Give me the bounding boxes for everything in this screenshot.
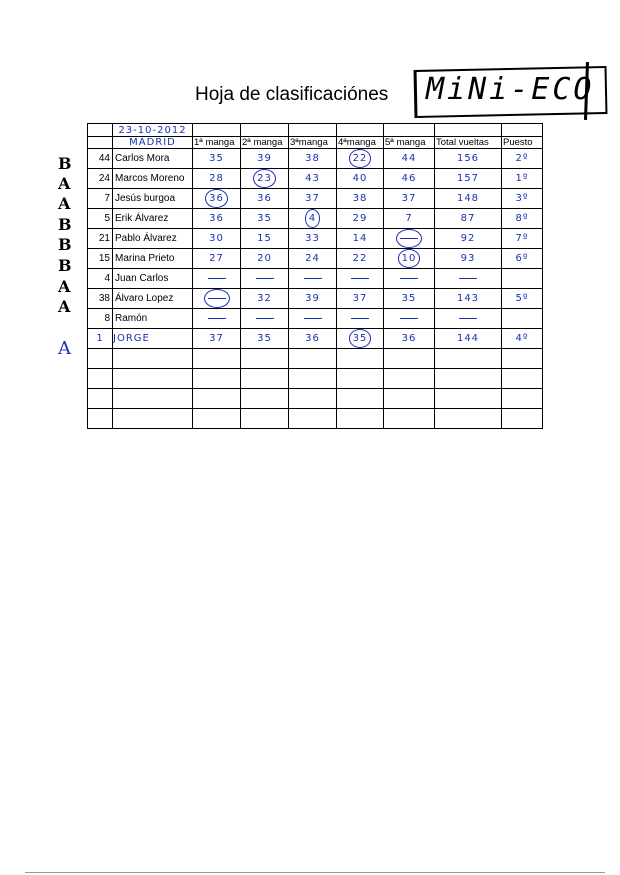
lap-count (241, 309, 289, 329)
dash-mark (208, 278, 226, 279)
group-letter: B (58, 215, 72, 234)
racer-name: Pablo Álvarez (113, 229, 193, 249)
lap-count (384, 229, 435, 249)
lap-count: 38 (289, 149, 337, 169)
position: 6º (502, 249, 543, 269)
dash-mark (400, 278, 418, 279)
lap-count: 15 (241, 229, 289, 249)
racer-name: Álvaro Lopez (113, 289, 193, 309)
table-row (88, 309, 543, 329)
table-row (88, 289, 543, 309)
table-row (88, 269, 543, 289)
racer-number: 8 (88, 309, 113, 329)
lap-count: 39 (241, 149, 289, 169)
lap-count: 36 (289, 329, 337, 349)
empty-row (88, 389, 543, 409)
lap-count: 22 (337, 249, 384, 269)
lap-count (193, 309, 241, 329)
position (502, 269, 543, 289)
dash-mark (256, 278, 274, 279)
circled-value: 22 (349, 149, 372, 168)
lap-count: 28 (193, 169, 241, 189)
group-letter: A (58, 277, 71, 296)
table-row (88, 229, 543, 249)
lap-count (289, 209, 337, 229)
col-header: 1ª manga (193, 137, 241, 149)
lap-count: 35 (193, 149, 241, 169)
lap-count: 38 (337, 189, 384, 209)
racer-name: Jesús burgoa (113, 189, 193, 209)
total-laps: 156 (435, 149, 502, 169)
lap-count: 14 (337, 229, 384, 249)
total-laps: 87 (435, 209, 502, 229)
racer-name: Ramón (113, 309, 193, 329)
table-row (88, 189, 543, 209)
racer-number: 15 (88, 249, 113, 269)
table-row (88, 169, 543, 189)
lap-count: 35 (241, 209, 289, 229)
lap-count (241, 169, 289, 189)
empty-row (88, 349, 543, 369)
lap-count: 37 (337, 289, 384, 309)
table-row (88, 249, 543, 269)
total-laps: 143 (435, 289, 502, 309)
date-cell: 23-10-2012 (113, 124, 193, 137)
racer-name: Marcos Moreno (113, 169, 193, 189)
dash-mark (304, 318, 322, 319)
lap-count (241, 269, 289, 289)
lap-count: 36 (384, 329, 435, 349)
racer-name: Juan Carlos (113, 269, 193, 289)
lap-count (193, 189, 241, 209)
col-header: 2ª manga (241, 137, 289, 149)
group-letter: B (58, 235, 72, 254)
dash-mark (351, 278, 369, 279)
racer-number: 4 (88, 269, 113, 289)
racer-number: 1 (88, 329, 113, 349)
racer-name: Marina Prieto (113, 249, 193, 269)
logo: MiNi-ECO (426, 72, 595, 107)
lap-count: 36 (193, 209, 241, 229)
racer-number: 21 (88, 229, 113, 249)
total-laps: 148 (435, 189, 502, 209)
racer-name: JORGE (113, 329, 193, 349)
position (502, 309, 543, 329)
lap-count: 36 (241, 189, 289, 209)
total-laps (435, 309, 502, 329)
lap-count: 7 (384, 209, 435, 229)
lap-count: 37 (384, 189, 435, 209)
dash-mark (400, 318, 418, 319)
dash-mark (304, 278, 322, 279)
lap-count: 30 (193, 229, 241, 249)
sheet-title: Hoja de clasificaciónes (195, 84, 389, 105)
empty-row (88, 409, 543, 429)
racer-number: 38 (88, 289, 113, 309)
group-letter: B (58, 154, 72, 173)
lap-count: 37 (289, 189, 337, 209)
lap-count (337, 149, 384, 169)
classification-table (87, 123, 543, 429)
col-header: 5ª manga (384, 137, 435, 149)
group-letter: A (58, 338, 71, 359)
total-laps: 144 (435, 329, 502, 349)
col-header: Total vueltas (435, 137, 502, 149)
page-bottom-line (25, 872, 605, 873)
position: 1º (502, 169, 543, 189)
group-letter: A (58, 297, 71, 316)
lap-count: 20 (241, 249, 289, 269)
total-laps: 92 (435, 229, 502, 249)
lap-count (337, 309, 384, 329)
lap-count: 43 (289, 169, 337, 189)
lap-count: 40 (337, 169, 384, 189)
table-row (88, 329, 543, 349)
col-header: 4ªmanga (337, 137, 384, 149)
racer-name: Erik Álvarez (113, 209, 193, 229)
header-row-columns (88, 137, 543, 149)
lap-count (337, 329, 384, 349)
dash-mark (208, 318, 226, 319)
racer-number: 44 (88, 149, 113, 169)
table-row (88, 209, 543, 229)
col-header: Puesto (502, 137, 543, 149)
total-laps (435, 269, 502, 289)
lap-count (289, 269, 337, 289)
racer-number: 7 (88, 189, 113, 209)
lap-count: 35 (384, 289, 435, 309)
lap-count: 24 (289, 249, 337, 269)
dash-mark (208, 298, 226, 299)
racer-number: 5 (88, 209, 113, 229)
lap-count: 27 (193, 249, 241, 269)
position: 5º (502, 289, 543, 309)
lap-count: 37 (193, 329, 241, 349)
group-letter: A (58, 194, 71, 213)
lap-count: 39 (289, 289, 337, 309)
lap-count (384, 269, 435, 289)
position: 7º (502, 229, 543, 249)
lap-count: 35 (241, 329, 289, 349)
header-row-date (88, 124, 543, 137)
total-laps: 93 (435, 249, 502, 269)
lap-count (384, 309, 435, 329)
position: 4º (502, 329, 543, 349)
lap-count: 29 (337, 209, 384, 229)
group-letter: A (58, 174, 71, 193)
lap-count (384, 249, 435, 269)
racer-number: 24 (88, 169, 113, 189)
lap-count (193, 269, 241, 289)
circled-value: 35 (349, 329, 372, 348)
lap-count (193, 289, 241, 309)
lap-count: 46 (384, 169, 435, 189)
racer-name: Carlos Mora (113, 149, 193, 169)
col-header: 3ªmanga (289, 137, 337, 149)
lap-count: 32 (241, 289, 289, 309)
lap-count: 33 (289, 229, 337, 249)
circled-value: 23 (253, 169, 276, 188)
dash-mark (351, 318, 369, 319)
total-laps: 157 (435, 169, 502, 189)
lap-count (289, 309, 337, 329)
group-letter: B (58, 256, 72, 275)
position: 8º (502, 209, 543, 229)
circled-value: 10 (398, 249, 421, 268)
position: 3º (502, 189, 543, 209)
dash-mark (256, 318, 274, 319)
place-cell: MADRID (113, 137, 193, 149)
circled-value: 4 (305, 209, 320, 228)
position: 2º (502, 149, 543, 169)
lap-count (337, 269, 384, 289)
circled-value: 36 (205, 189, 228, 208)
empty-row (88, 369, 543, 389)
table-row (88, 149, 543, 169)
dash-mark (400, 238, 418, 239)
lap-count: 44 (384, 149, 435, 169)
